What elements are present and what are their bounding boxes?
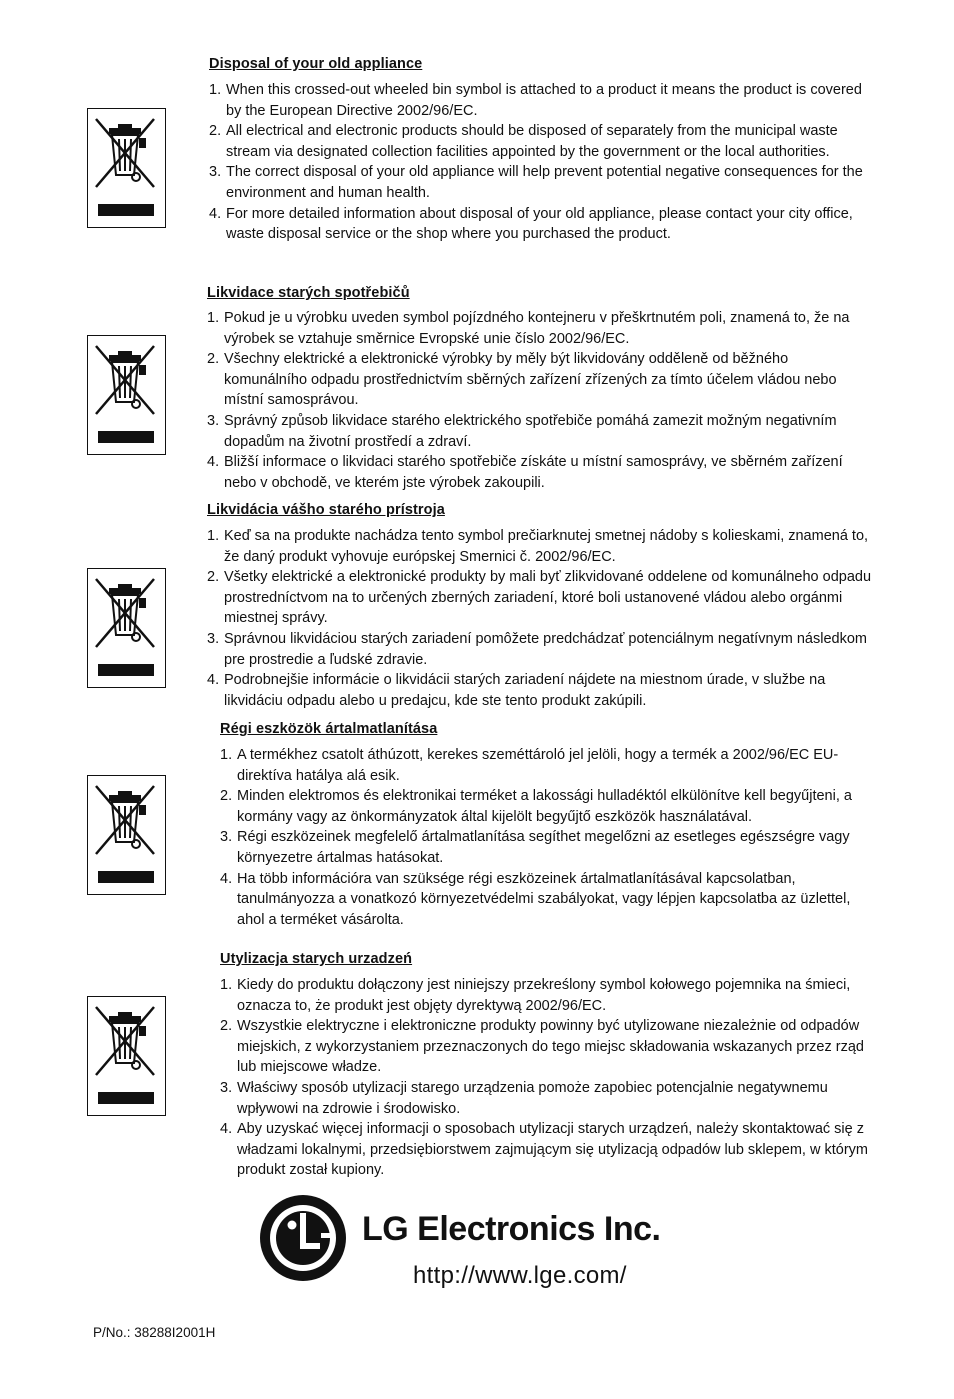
list-item: 1. Kiedy do produktu dołączony jest niniejszy przekreślony symbol kołowego pojemnika na śmieci, oznacza to, że produkt jest objęty dyrektywą 2002/96/EC. — [220, 977, 851, 1014]
list-item: 3. Správný způsob likvidace starého elektrického spotřebiče pomáhá zamezit možným negativním dopadům na životní prostředí a zdraví. — [207, 412, 837, 450]
section-title: Likvidácia vášho starého prístroja — [207, 502, 445, 518]
item-list — [209, 80, 874, 245]
list-item: 2. Minden elektromos és elektronikai terméket a lakossági hulladéktól elkülönítve kell begyűjteni, a kormány vagy az önkormányzatok által kijelölt begyűjtő eszközök használatával. — [220, 788, 852, 825]
list-item: 3. The correct disposal of your old appliance will help prevent potential negative consequences for the environment and human health. — [209, 164, 863, 201]
list-item: 4. Bližší informace o likvidaci starého spotřebiče získáte u místní samosprávy, ve sběrném zařízení nebo v obchodě, ve kterém jste výrobek zakoupili. — [207, 454, 843, 491]
section-title: Likvidace starých spotřebičů — [207, 285, 410, 301]
list-item: 4. Ha több információra van szüksége régi eszközeinek ártalmatlanításával kapcsolatban, tanulmányozza a vonatkozó környezetvédelmi szabályokat, vagy lépjen kapcsolatba az üzlettel, ahol a terméket vásárolta. — [220, 870, 851, 928]
section-title: Disposal of your old appliance — [209, 56, 423, 72]
item-list — [207, 526, 873, 711]
weee-bin-icon — [87, 996, 166, 1116]
section-title: Utylizacja starych urzadzeń — [220, 951, 413, 967]
website-url[interactable]: http://www.lge.com/ — [413, 1262, 627, 1289]
list-item: 1. When this crossed-out wheeled bin symbol is attached to a product it means the product is covered by the European Directive 2002/96/EC. — [209, 82, 862, 119]
item-list — [207, 308, 873, 493]
lg-logo-icon — [258, 1193, 348, 1283]
list-item: 2. Wszystkie elektryczne i elektroniczne produkty powinny być utylizowane niezależnie od odpadów miejskich, z wykorzystaniem przeznaczonych do tego miejsc składowania wskazanych przez rząd lub miejscowe władze. — [220, 1018, 864, 1076]
list-item: 2. Všetky elektrické a elektronické produkty by mali byť zlikvidované oddelene od komunálneho odpadu prostredníctvom na to určených zberných zariadení, ktoré boli ustanovené vládou alebo orgánmi miestnej správy. — [207, 569, 872, 627]
item-list — [220, 975, 870, 1181]
list-item: 2. Všechny elektrické a elektronické výrobky by měly být likvidovány odděleně od běžného komunálního odpadu prostřednictvím sběrných zařízení zřízených za tímto účelem vládou nebo místní samosprávou. — [207, 351, 837, 409]
list-item: 4. Aby uzyskać więcej informacji o sposobach utylizacji starych urządzeń, należy skontaktować się z władzami lokalnymi, przedsiębiorstwem zajmującym się utylizacją odpadów lub sklepem, w którym produkt został kupiony. — [220, 1121, 868, 1179]
weee-bin-icon — [87, 568, 166, 688]
part-number: P/No.: 38288I2001H — [93, 1325, 216, 1340]
weee-bin-icon — [87, 775, 166, 895]
list-item: 3. Správnou likvidáciou starých zariadení pomôžete predchádzať potenciálnym negatívnym následkom pre prostredie a ľudské zdravie. — [207, 630, 867, 668]
list-item: 3. Régi eszközeinek megfelelő ártalmatlanítása segíthet megelőzni az esetleges egészségre vagy környezetre ártalmas hatásokat. — [220, 829, 850, 866]
item-list — [220, 745, 870, 930]
list-item: 1. Keď sa na produkte nachádza tento symbol prečiarknutej smetnej nádoby s kolieskami, znamená to, že daný produkt vyhovuje európskej Smernici č. 2002/96/EC. — [207, 528, 869, 565]
list-item: 4. Podrobnejšie informácie o likvidácii starých zariadení nájdete na miestnom úrade, v službe na likvidáciu odpadu alebo u predajcu, kde ste tento produkt zakúpili. — [207, 672, 826, 709]
section-title: Régi eszközök ártalmatlanítása — [220, 721, 438, 737]
list-item: 1. A termékhez csatolt áthúzott, kerekes szeméttároló jel jelöli, hogy a termék a 2002/96/EC EU-direktíva hatálya alá esik. — [220, 747, 839, 784]
company-name: LG Electronics Inc. — [362, 1210, 661, 1248]
list-item: 3. Właściwy sposób utylizacji starego urządzenia pomoże zapobiec potencjalnie negatywnemu wpływowi na zdrowie i środowisko. — [220, 1079, 828, 1117]
list-item: 1. Pokud je u výrobku uveden symbol pojízdného kontejneru v přeškrtnutém poli, znamená to, že na výrobek se vztahuje směrnice Evropské unie číslo 2002/96/EC. — [207, 310, 850, 347]
weee-bin-icon — [87, 108, 166, 228]
weee-bin-icon — [87, 335, 166, 455]
list-item: 4. For more detailed information about disposal of your old appliance, please contact your city office, waste disposal service or the shop where you purchased the product. — [209, 205, 853, 243]
list-item: 2. All electrical and electronic products should be disposed of separately from the municipal waste stream via designated collection facilities appointed by the government or the local authorities. — [209, 123, 838, 160]
